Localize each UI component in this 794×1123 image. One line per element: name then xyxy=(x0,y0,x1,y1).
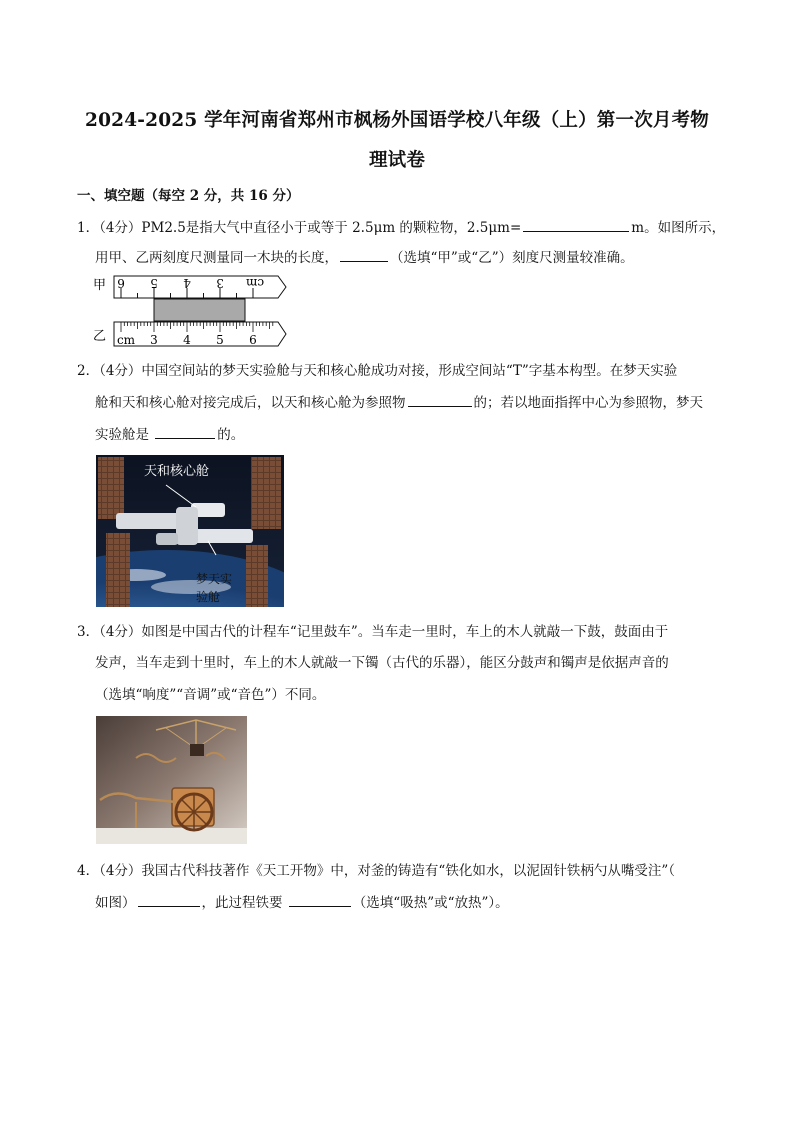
q1-text-b: m。如图所示， xyxy=(631,220,726,236)
q1-text-a: 1．（4分）PM2.5是指大气中直径小于或等于 2.5μm 的颗粒物，2.5μm= xyxy=(77,220,522,236)
q2-blank-2[interactable] xyxy=(155,425,215,439)
drum-carriage-image xyxy=(96,716,247,844)
q1-blank-2[interactable] xyxy=(340,248,388,262)
ruler-bottom-num-6: 6 xyxy=(249,333,257,347)
q4-text-b: ，此过程铁要 xyxy=(201,895,287,911)
q2-text-b: 的；若以地面指挥中心为参照物，梦天 xyxy=(473,395,703,411)
q1-blank-1[interactable] xyxy=(523,218,629,232)
q3-line2: 发声，当车走到十里时，车上的木人就敲一下镯（古代的乐器），能区分鼓声和镯声是依据声音的 xyxy=(95,655,669,671)
q2-line2 xyxy=(95,393,703,412)
q2-text-a: 舱和天和核心舱对接完成后，以天和核心舱为参照物 xyxy=(95,395,406,411)
q4-text-a: 如图） xyxy=(95,895,136,911)
section-heading: 一、填空题（每空 2 分，共 16 分） xyxy=(77,188,300,204)
q1-text-c: 用甲、乙两刻度尺测量同一木块的长度， xyxy=(95,250,338,266)
ruler-figure xyxy=(90,274,290,350)
ruler-bottom-num-3: 3 xyxy=(150,333,158,347)
q2-line3 xyxy=(95,425,244,444)
q4-text-c: （选填“吸热”或“放热”）。 xyxy=(352,895,509,911)
q4-line1: 4．（4分）我国古代科技著作《天工开物》中，对釜的铸造有“铁化如水，以泥固针铁柄勺从嘴受注”（ xyxy=(77,863,675,879)
q2-text-d: 的。 xyxy=(217,427,245,443)
q2-line1: 2．（4分）中国空间站的梦天实验舱与天和核心舱成功对接，形成空间站“T”字基本构型。在梦天实验 xyxy=(77,363,678,379)
page-title-line2: 理试卷 xyxy=(368,150,426,171)
ruler-label-bottom: 乙 xyxy=(93,329,107,344)
space-station-svg xyxy=(96,455,284,607)
q3-line1: 3．（4分）如图是中国古代的计程车“记里鼓车”。当车走一里时，车上的木人就敲一下鼓，鼓面由于 xyxy=(77,624,669,640)
ruler-top-num-3: 3 xyxy=(216,276,224,290)
drum-carriage-svg xyxy=(96,716,247,844)
q1-line2 xyxy=(95,248,634,267)
wooden-block xyxy=(154,299,245,321)
q2-text-c: 实验舱是 xyxy=(95,427,154,443)
q4-blank-2[interactable] xyxy=(289,893,351,907)
q2-blank-1[interactable] xyxy=(408,393,472,407)
ruler-svg xyxy=(90,274,290,350)
ruler-bottom-num-4: 4 xyxy=(183,333,191,347)
label-tianhe: 天和核心舱 xyxy=(144,464,210,479)
label-mengtian-1: 梦天实 xyxy=(196,572,233,586)
ruler-bottom-num-5: 5 xyxy=(216,333,224,347)
ruler-top-num-6: 6 xyxy=(117,276,125,290)
q4-blank-1[interactable] xyxy=(138,893,200,907)
ruler-top-num-5: 5 xyxy=(150,276,158,290)
ruler-bottom-num-cm: cm xyxy=(116,333,136,347)
q1-line1 xyxy=(77,218,725,237)
space-station-image xyxy=(96,455,284,607)
q1-text-d: （选填“甲”或“乙”）刻度尺测量较准确。 xyxy=(390,250,634,266)
q4-line2 xyxy=(95,893,509,912)
ruler-label-top: 甲 xyxy=(93,278,107,293)
ruler-top-num-4: 4 xyxy=(183,276,191,290)
page-title-line1: 2024-2025 学年河南省郑州市枫杨外国语学校八年级（上）第一次月考物 xyxy=(85,110,709,131)
label-mengtian-2: 验舱 xyxy=(196,590,221,604)
q3-line3: （选填“响度”“音调”或“音色”）不同。 xyxy=(95,687,326,703)
ruler-top-num-cm: cm xyxy=(245,276,265,290)
